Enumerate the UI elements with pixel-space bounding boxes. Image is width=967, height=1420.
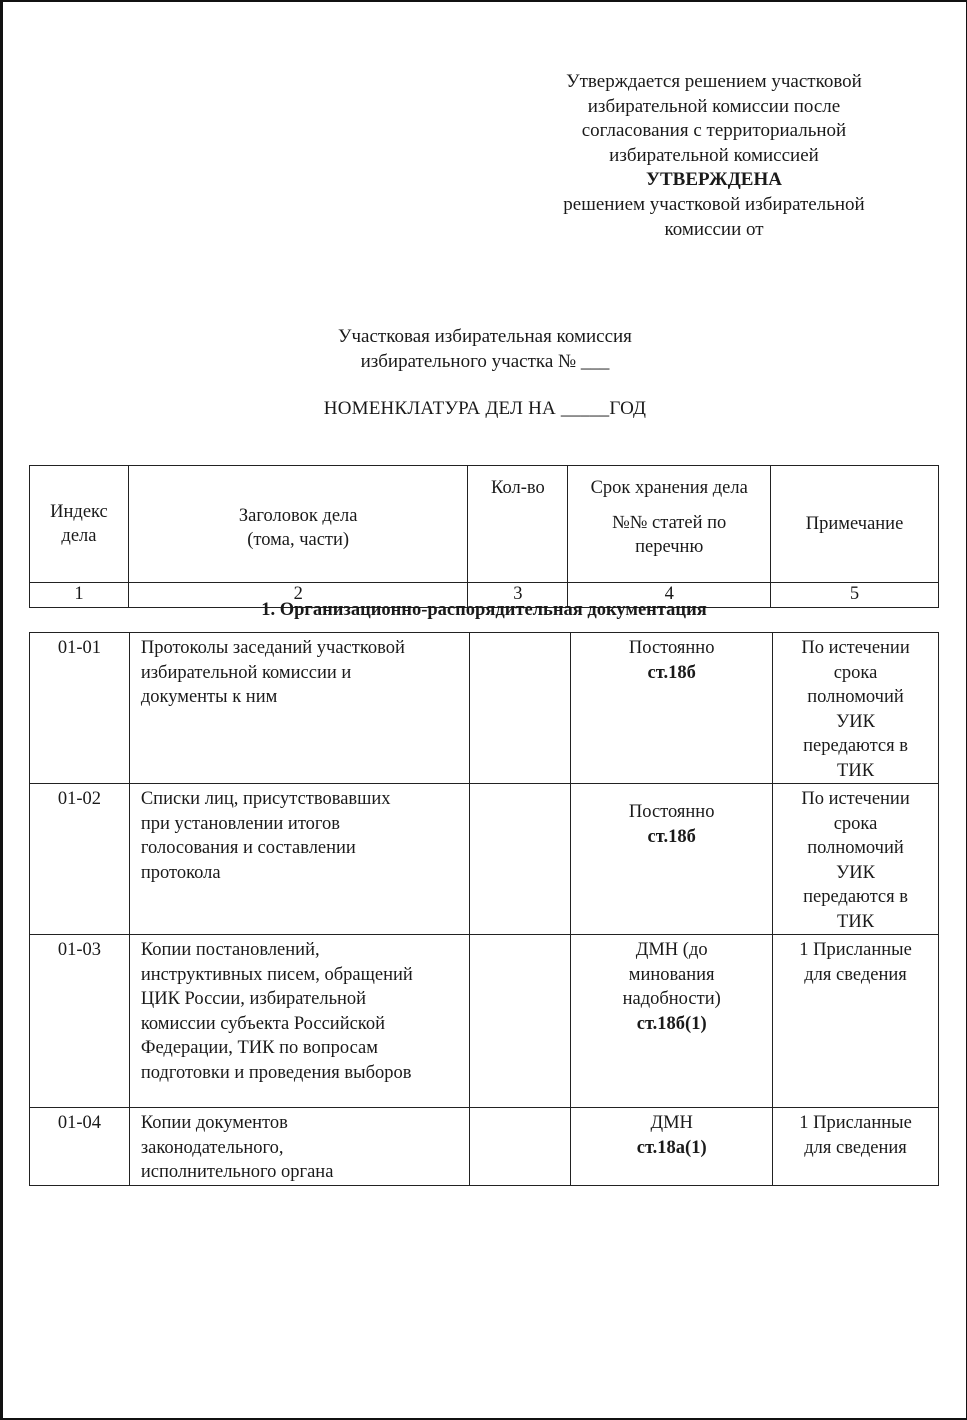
header-table: [29, 465, 939, 608]
commission-heading: [250, 325, 720, 374]
header-row: [30, 466, 939, 583]
row-note: 1 Присланные для сведения: [773, 935, 939, 1108]
row-title: Копии документов законодательного, исполнительного органа: [129, 1108, 470, 1186]
row-note: По истечении срока полномочий УИК передаются в ТИК: [773, 633, 939, 784]
row-article: ст.18б(1): [636, 1013, 707, 1034]
column-number: 4: [568, 583, 771, 608]
row-index: 01-04: [30, 1108, 130, 1186]
column-number: 3: [468, 583, 568, 608]
row-article: ст.18б: [647, 826, 696, 847]
row-article: ст.18а(1): [636, 1137, 707, 1158]
row-title: Списки лиц, присутствовавших при установлении итогов голосования и составлении протокола: [129, 784, 470, 935]
row-quantity: [470, 633, 571, 784]
approved-label: УТВЕРЖДЕНА: [646, 169, 782, 191]
row-retention: ДМН ст.18а(1): [571, 1108, 773, 1186]
document-title: НОМЕНКЛАТУРА ДЕЛ НА _____ГОД: [323, 398, 647, 419]
row-quantity: [470, 784, 571, 935]
row-index: 01-03: [30, 935, 130, 1108]
header-index: Индекс дела: [30, 466, 129, 583]
row-quantity: [470, 935, 571, 1108]
table-row: [30, 633, 939, 784]
commission-line-2: избирательного участка № ___: [360, 350, 610, 372]
column-number: 5: [771, 583, 939, 608]
row-retention: Постоянно ст.18б: [571, 633, 773, 784]
commission-line-1: Участковая избирательная комиссия: [338, 326, 632, 347]
decision-line: решением участковой избирательной: [563, 193, 865, 215]
approval-line: избирательной комиссией: [609, 144, 819, 166]
decision-line: комиссии от: [664, 218, 764, 240]
row-article: ст.18б: [647, 662, 696, 683]
row-retention: Постоянно ст.18б: [571, 784, 773, 935]
header-note: Примечание: [771, 466, 939, 583]
table-row: [30, 784, 939, 935]
section-title: 1. Организационно-распорядительная документация: [261, 600, 707, 620]
row-index: 01-01: [30, 633, 130, 784]
row-title: Копии постановлений, инструктивных писем, обращений ЦИК России, избирательной комиссии субъекта Российской Федерации, ТИК по вопросам подготовки и проведения выборов: [129, 935, 470, 1108]
column-number: 1: [30, 583, 129, 608]
approval-line: Утверждается решением участковой: [566, 71, 862, 92]
row-note: По истечении срока полномочий УИК передаются в ТИК: [773, 784, 939, 935]
header-heading: Заголовок дела (тома, части): [128, 466, 468, 583]
column-number: 2: [128, 583, 468, 608]
row-retention: ДМН (до минования надобности) ст.18б(1): [571, 935, 773, 1108]
header-quantity: Кол-во: [468, 466, 568, 583]
table-row: [30, 1108, 939, 1186]
table-row: [30, 935, 939, 1108]
approval-line: избирательной комиссии после: [587, 95, 841, 117]
approval-line: согласования с территориальной: [581, 120, 847, 142]
row-title: Протоколы заседаний участковой избирательной комиссии и документы к ним: [129, 633, 470, 784]
row-index: 01-02: [30, 784, 130, 935]
row-quantity: [470, 1108, 571, 1186]
row-note: 1 Присланные для сведения: [773, 1108, 939, 1186]
approval-block: [524, 70, 904, 242]
records-table: [29, 632, 939, 1186]
header-retention: Срок хранения дела №№ статей по перечню: [568, 466, 771, 583]
